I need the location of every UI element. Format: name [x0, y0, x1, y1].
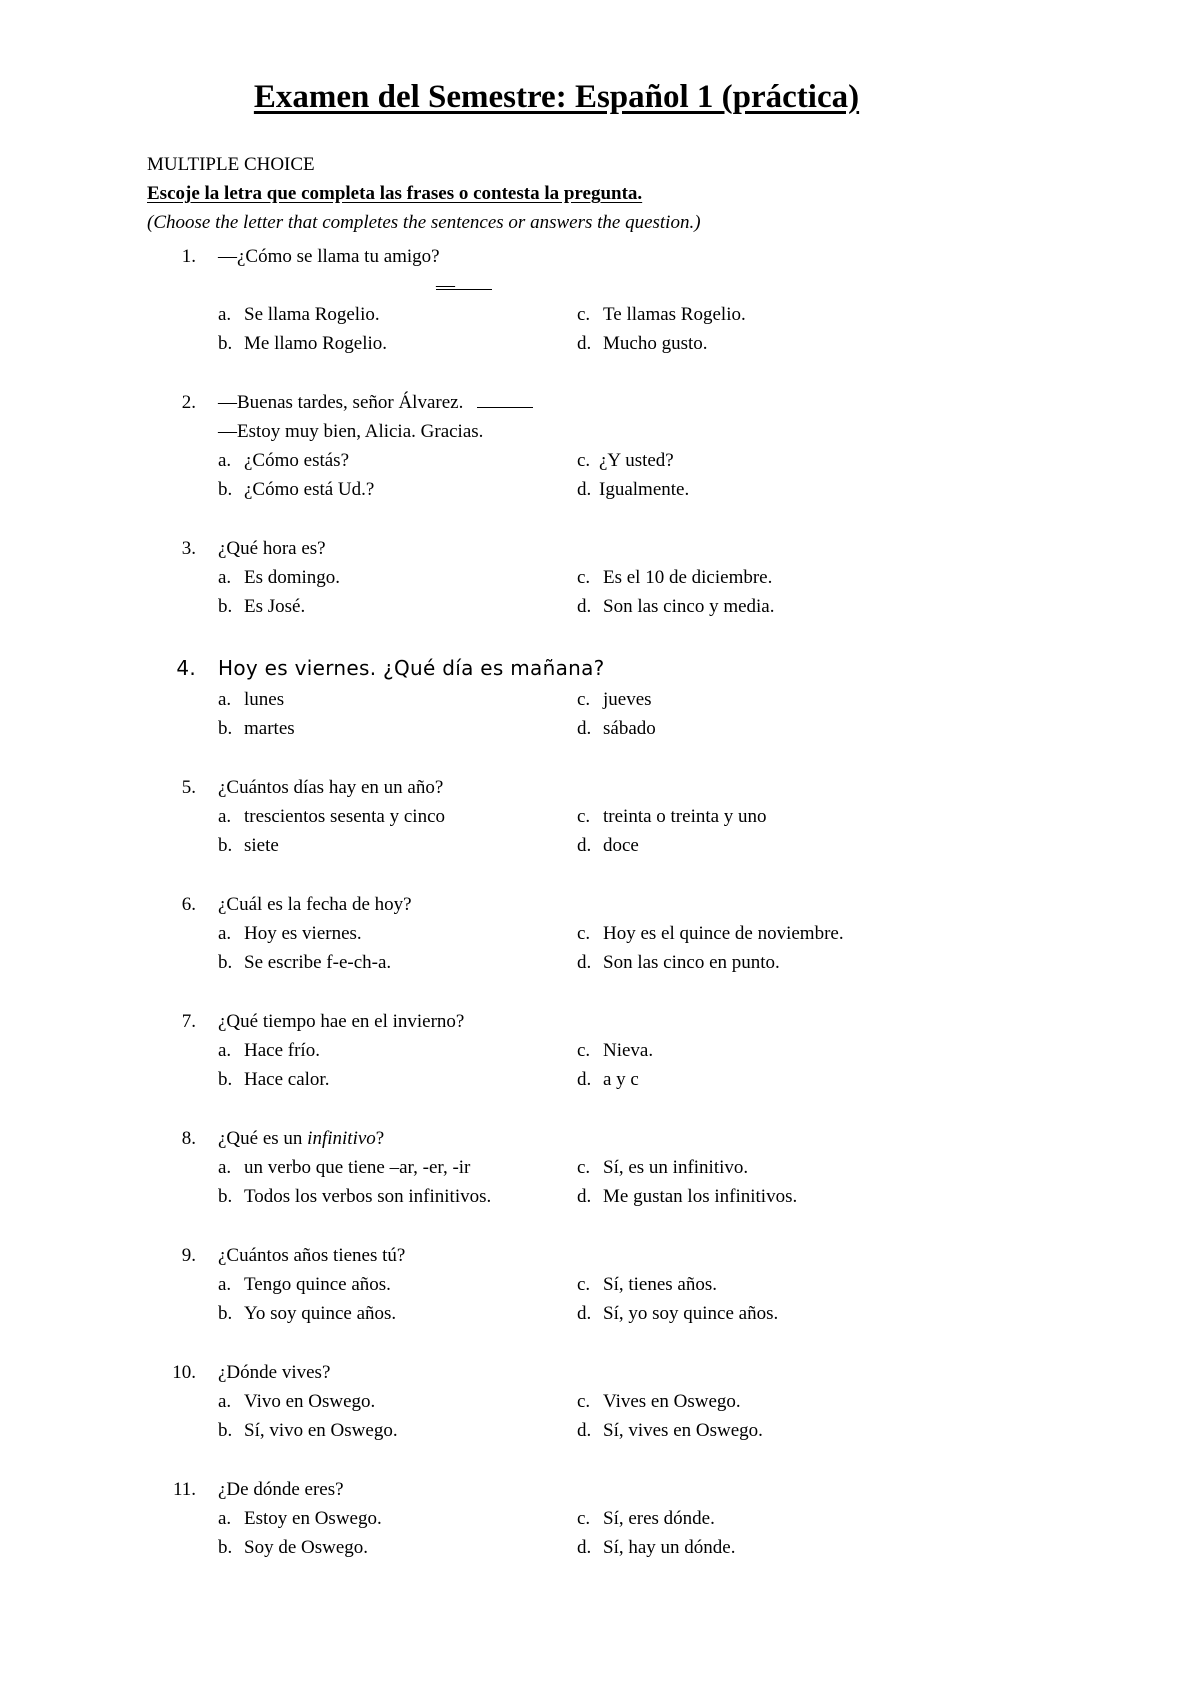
- option-d[interactable]: [577, 1416, 763, 1445]
- question-text: ¿Qué tiempo hae en el invierno?: [218, 1011, 465, 1032]
- answer-blank: [477, 389, 533, 408]
- option-letter: c.: [577, 304, 591, 325]
- option-text: Sí, hay un dónde.: [603, 1537, 736, 1558]
- question-1: [0, 242, 1200, 358]
- option-b[interactable]: [218, 329, 387, 358]
- option-text: Sí, vivo en Oswego.: [244, 1420, 398, 1441]
- dash: —: [436, 275, 455, 296]
- option-letter: c.: [577, 450, 591, 471]
- option-b[interactable]: [218, 592, 305, 621]
- option-letter: a.: [218, 1508, 232, 1529]
- option-letter: d.: [577, 835, 592, 856]
- option-letter: b.: [218, 1420, 233, 1441]
- option-b[interactable]: [218, 948, 391, 977]
- option-text: sábado: [603, 718, 656, 739]
- option-letter: c.: [577, 689, 591, 710]
- option-a[interactable]: [218, 1504, 382, 1533]
- option-b[interactable]: [218, 475, 374, 504]
- question-7: [0, 1007, 1200, 1094]
- option-letter: b.: [218, 596, 233, 617]
- option-text: Mucho gusto.: [603, 333, 708, 354]
- option-letter: b.: [218, 952, 233, 973]
- option-a[interactable]: [218, 300, 380, 329]
- option-letter: d.: [577, 718, 592, 739]
- question-number: 10.: [172, 1362, 196, 1383]
- option-text: Es José.: [244, 596, 306, 617]
- option-c[interactable]: [577, 1504, 715, 1533]
- option-letter: a.: [218, 806, 232, 827]
- option-b[interactable]: [218, 1299, 396, 1328]
- option-text: Es domingo.: [244, 567, 341, 588]
- option-letter: c.: [577, 1157, 591, 1178]
- option-text: Son las cinco en punto.: [603, 952, 780, 973]
- option-c[interactable]: [577, 300, 746, 329]
- question-text: ¿Qué es un: [218, 1128, 308, 1149]
- option-b[interactable]: [218, 831, 279, 860]
- question-number: 8.: [181, 1128, 196, 1149]
- option-c[interactable]: [577, 1270, 717, 1299]
- option-b[interactable]: [218, 714, 295, 743]
- option-text: Sí, es un infinitivo.: [603, 1157, 749, 1178]
- section-label: MULTIPLE CHOICE: [147, 154, 315, 175]
- option-text: treinta o treinta y uno: [603, 806, 767, 827]
- option-d[interactable]: [577, 831, 639, 860]
- question-9: [0, 1241, 1200, 1328]
- option-a[interactable]: [218, 1387, 375, 1416]
- option-text: Yo soy quince años.: [244, 1303, 397, 1324]
- options: [0, 685, 1200, 743]
- option-text: Me gustan los infinitivos.: [603, 1186, 798, 1207]
- question-list: [0, 242, 1200, 1592]
- option-text: Vives en Oswego.: [603, 1391, 741, 1412]
- option-text: lunes: [244, 689, 285, 710]
- question-number: 6.: [181, 894, 196, 915]
- option-letter: c.: [577, 1508, 591, 1529]
- option-letter: c.: [577, 806, 591, 827]
- option-d[interactable]: [577, 1182, 797, 1211]
- option-letter: d.: [577, 479, 592, 500]
- page-title: Examen del Semestre: Español 1 (práctica): [253, 79, 860, 115]
- option-a[interactable]: [218, 802, 445, 831]
- question-number: 9.: [181, 1245, 196, 1266]
- options: [0, 919, 1200, 977]
- options: [0, 1387, 1200, 1445]
- option-text: Soy de Oswego.: [244, 1537, 369, 1558]
- option-letter: b.: [218, 1069, 233, 1090]
- option-a[interactable]: [218, 919, 362, 948]
- option-letter: d.: [577, 333, 592, 354]
- option-letter: b.: [218, 1186, 233, 1207]
- options: [0, 1270, 1200, 1328]
- question-text-italic: infinitivo: [307, 1128, 376, 1149]
- question-number: 5.: [181, 777, 196, 798]
- option-text: ¿Cómo estás?: [244, 450, 350, 471]
- option-letter: c.: [577, 1391, 591, 1412]
- option-letter: a.: [218, 1274, 232, 1295]
- question-8: [0, 1124, 1200, 1211]
- question-5: [0, 773, 1200, 860]
- option-a[interactable]: [218, 563, 340, 592]
- answer-blank: [436, 271, 492, 290]
- option-letter: c.: [577, 1274, 591, 1295]
- question-number: 4.: [176, 656, 196, 680]
- question-text: ¿Cuántos años tienes tú?: [218, 1245, 406, 1266]
- option-letter: a.: [218, 1157, 232, 1178]
- option-text: Hace frío.: [244, 1040, 320, 1061]
- options: [0, 802, 1200, 860]
- question-extra-line: —Estoy muy bien, Alicia. Gracias.: [218, 421, 484, 442]
- option-d[interactable]: [577, 714, 656, 743]
- option-c[interactable]: [577, 1387, 741, 1416]
- option-text: ¿Y usted?: [599, 450, 674, 471]
- options: [0, 446, 1200, 504]
- options: [0, 300, 1200, 358]
- option-a[interactable]: [218, 1270, 391, 1299]
- question-11: [0, 1475, 1200, 1562]
- question-number: 11.: [172, 1479, 196, 1500]
- option-letter: b.: [218, 1537, 233, 1558]
- option-d[interactable]: [577, 1533, 735, 1562]
- option-c[interactable]: [577, 1153, 748, 1182]
- option-text: Tengo quince años.: [244, 1274, 391, 1295]
- option-a[interactable]: [218, 685, 284, 714]
- question-text: —¿Cómo se llama tu amigo?: [218, 246, 440, 267]
- option-b[interactable]: [218, 1182, 491, 1211]
- option-letter: b.: [218, 333, 233, 354]
- option-text: Sí, yo soy quince años.: [603, 1303, 779, 1324]
- option-letter: a.: [218, 689, 232, 710]
- option-d[interactable]: [577, 592, 775, 621]
- question-text: ¿Dónde vives?: [218, 1362, 331, 1383]
- option-letter: d.: [577, 1069, 592, 1090]
- option-c[interactable]: [577, 1036, 653, 1065]
- option-b[interactable]: [218, 1065, 329, 1094]
- options: [0, 1036, 1200, 1094]
- option-text: Igualmente.: [599, 479, 690, 500]
- option-letter: d.: [577, 952, 592, 973]
- options: [0, 563, 1200, 621]
- question-4: [0, 651, 1200, 743]
- option-letter: b.: [218, 718, 233, 739]
- option-text: Me llamo Rogelio.: [244, 333, 388, 354]
- options: [0, 1504, 1200, 1562]
- option-text: Son las cinco y media.: [603, 596, 775, 617]
- option-b[interactable]: [218, 1416, 398, 1445]
- question-10: [0, 1358, 1200, 1445]
- option-letter: d.: [577, 1537, 592, 1558]
- option-c[interactable]: [577, 802, 767, 831]
- option-c[interactable]: [577, 919, 844, 948]
- option-text: Se escribe f-e-ch-a.: [244, 952, 392, 973]
- question-text: Hoy es viernes. ¿Qué día es mañana?: [218, 656, 605, 680]
- option-text: Te llamas Rogelio.: [603, 304, 746, 325]
- question-text-wrap: [218, 388, 533, 417]
- option-d[interactable]: [577, 1299, 778, 1328]
- option-text: Todos los verbos son infinitivos.: [244, 1186, 492, 1207]
- option-text: Hoy es el quince de noviembre.: [603, 923, 844, 944]
- option-c[interactable]: [577, 563, 772, 592]
- question-text: ¿De dónde eres?: [218, 1479, 344, 1500]
- question-number: 3.: [181, 538, 196, 559]
- option-c[interactable]: [577, 446, 674, 475]
- option-letter: b.: [218, 1303, 233, 1324]
- option-text: doce: [603, 835, 639, 856]
- option-letter: a.: [218, 304, 232, 325]
- instructions-spanish: Escoje la letra que completa las frases o contesta la pregunta.: [147, 183, 643, 204]
- option-text: martes: [244, 718, 295, 739]
- option-text: Nieva.: [603, 1040, 654, 1061]
- option-text: Hace calor.: [244, 1069, 330, 1090]
- question-3: [0, 534, 1200, 621]
- option-letter: d.: [577, 1186, 592, 1207]
- option-text: Hoy es viernes.: [244, 923, 362, 944]
- option-text: Sí, vives en Oswego.: [603, 1420, 763, 1441]
- option-letter: b.: [218, 835, 233, 856]
- question-text: —Buenas tardes, señor Álvarez.: [218, 392, 464, 413]
- question-6: [0, 890, 1200, 977]
- option-text: Estoy en Oswego.: [244, 1508, 382, 1529]
- instructions-english: (Choose the letter that completes the sentences or answers the question.): [147, 212, 701, 233]
- option-c[interactable]: [577, 685, 652, 714]
- option-letter: d.: [577, 596, 592, 617]
- option-letter: c.: [577, 923, 591, 944]
- option-letter: a.: [218, 1391, 232, 1412]
- option-letter: a.: [218, 1040, 232, 1061]
- question-text: ¿Qué hora es?: [218, 538, 326, 559]
- option-letter: d.: [577, 1420, 592, 1441]
- option-letter: c.: [577, 1040, 591, 1061]
- option-text: jueves: [603, 689, 652, 710]
- option-d[interactable]: [577, 475, 689, 504]
- question-text: ¿Cuántos días hay en un año?: [218, 777, 444, 798]
- option-a[interactable]: [218, 446, 349, 475]
- option-b[interactable]: [218, 1533, 368, 1562]
- option-letter: d.: [577, 1303, 592, 1324]
- question-number: 1.: [181, 246, 196, 267]
- option-text: Vivo en Oswego.: [244, 1391, 376, 1412]
- question-2: [0, 388, 1200, 504]
- option-text: a y c: [603, 1069, 639, 1090]
- option-letter: b.: [218, 479, 233, 500]
- option-d[interactable]: [577, 1065, 639, 1094]
- question-text: ¿Cuál es la fecha de hoy?: [218, 894, 412, 915]
- option-letter: c.: [577, 567, 591, 588]
- option-d[interactable]: [577, 329, 708, 358]
- option-text: siete: [244, 835, 279, 856]
- option-letter: a.: [218, 567, 232, 588]
- option-text: trescientos sesenta y cinco: [244, 806, 446, 827]
- question-text-end: ?: [375, 1128, 385, 1149]
- question-text-wrap: [218, 1124, 384, 1153]
- option-text: Se llama Rogelio.: [244, 304, 380, 325]
- option-text: un verbo que tiene –ar, -er, -ir: [244, 1157, 471, 1178]
- option-letter: a.: [218, 450, 232, 471]
- question-number: 2.: [181, 392, 196, 413]
- option-text: ¿Cómo está Ud.?: [244, 479, 375, 500]
- option-letter: a.: [218, 923, 232, 944]
- option-text: Es el 10 de diciembre.: [603, 567, 773, 588]
- option-a[interactable]: [218, 1153, 470, 1182]
- option-d[interactable]: [577, 948, 780, 977]
- option-text: Sí, tienes años.: [603, 1274, 717, 1295]
- options: [0, 1153, 1200, 1211]
- question-number: 7.: [181, 1011, 196, 1032]
- option-text: Sí, eres dónde.: [603, 1508, 715, 1529]
- option-a[interactable]: [218, 1036, 320, 1065]
